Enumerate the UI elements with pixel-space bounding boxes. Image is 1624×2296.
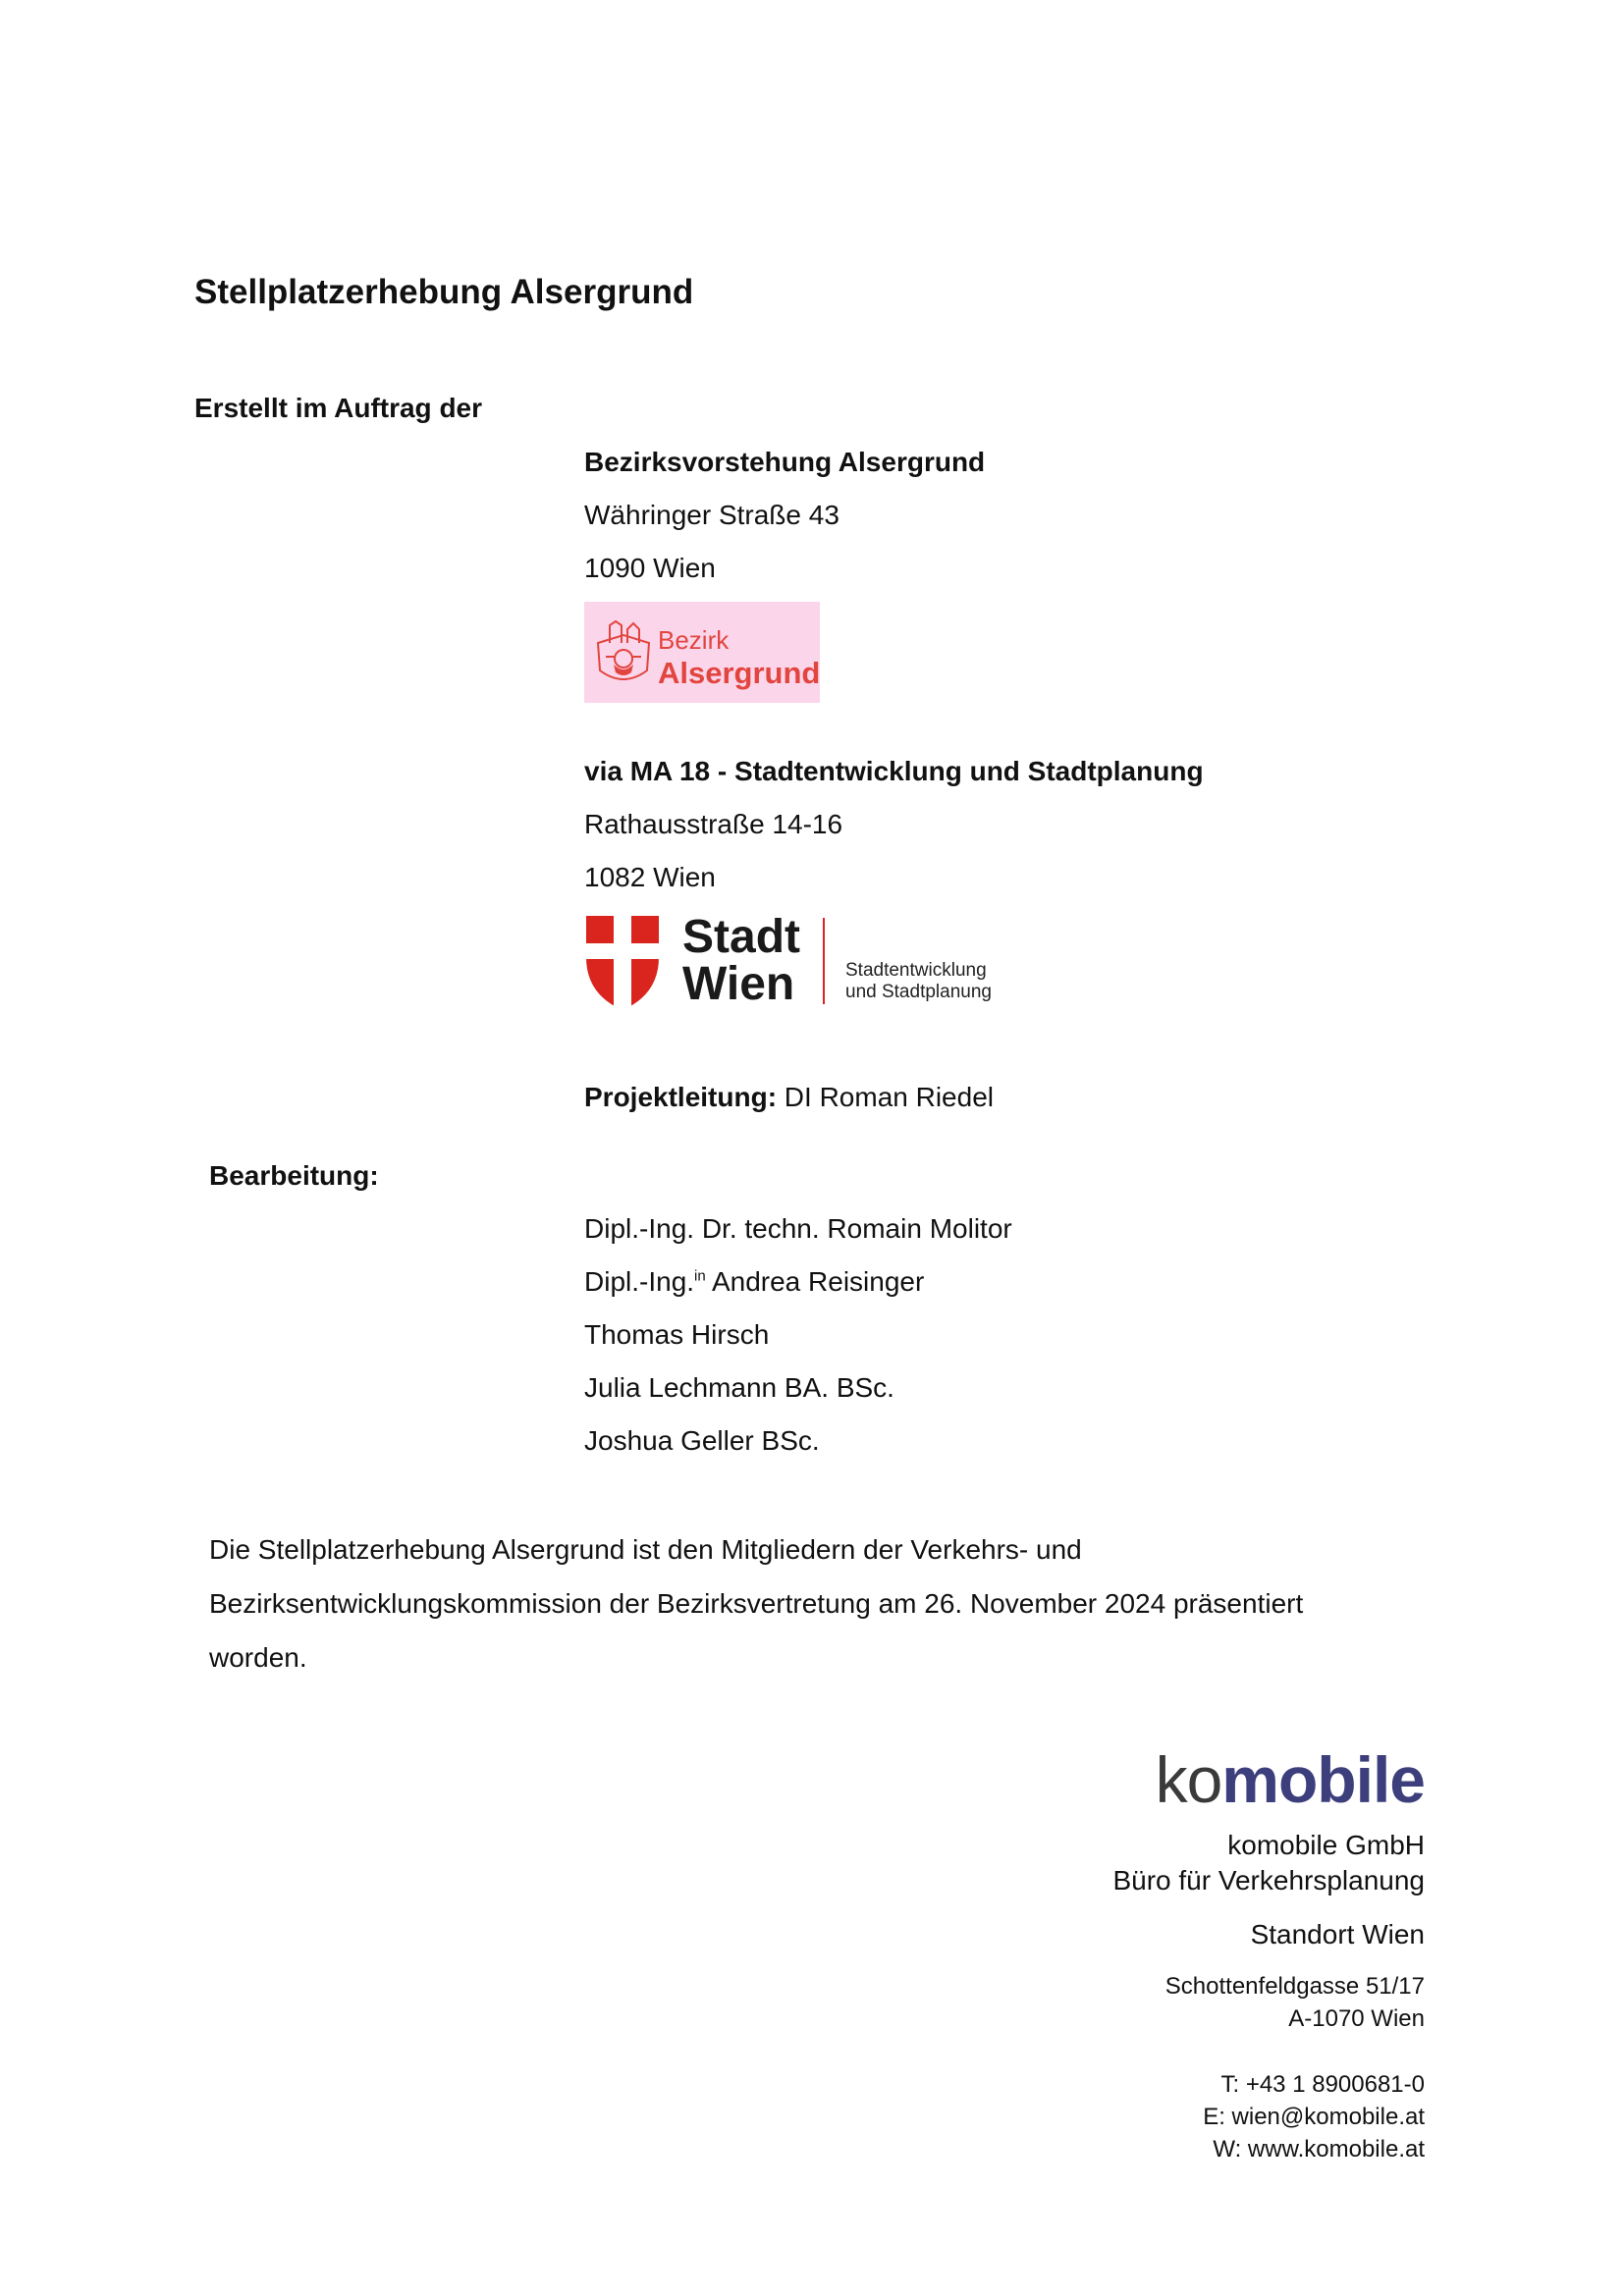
company-web[interactable]: W: www.komobile.at — [1213, 2136, 1425, 2163]
document-title: Stellplatzerhebung Alsergrund — [194, 273, 694, 311]
editor-title-suffix: in — [694, 1267, 706, 1285]
komobile-logo — [1156, 1742, 1425, 1817]
company-street: Schottenfeldgasse 51/17 — [1164, 1973, 1425, 2000]
project-lead-label: Projektleitung: — [584, 1082, 778, 1112]
editor-name: Andrea Reisinger — [705, 1266, 925, 1297]
editing-label: Bearbeitung: — [209, 1160, 379, 1191]
editor-item: Thomas Hirsch — [584, 1319, 770, 1350]
note-line-3: worden. — [209, 1642, 307, 1673]
project-lead-name: DI Roman Riedel — [784, 1082, 994, 1112]
editor-item: Dipl.-Ing. Dr. techn. Romain Molitor — [584, 1213, 1012, 1244]
editor-item: Joshua Geller BSc. — [584, 1425, 820, 1456]
client1-street: Währinger Straße 43 — [584, 500, 839, 530]
editor-item — [584, 1266, 924, 1298]
company-location: Standort Wien — [1250, 1919, 1425, 1949]
vienna-shield-icon — [584, 914, 661, 1012]
note-line-1: Die Stellplatzerhebung Alsergrund ist den Mitgliedern der Verkehrs- und — [209, 1534, 1082, 1565]
stadt-wien-logo — [584, 910, 1006, 1018]
project-lead — [584, 1082, 994, 1113]
client2-name: via MA 18 - Stadtentwicklung und Stadtplanung — [584, 756, 1204, 786]
note-line-2: Bezirksentwicklungskommission der Bezirksvertretung am 26. November 2024 präsentiert — [209, 1588, 1304, 1619]
bezirk-alsergrund-logo — [584, 602, 820, 703]
commissioned-label: Erstellt im Auftrag der — [194, 393, 483, 423]
logo-line-wien: Wien — [682, 958, 795, 1010]
company-name: komobile GmbH — [1227, 1830, 1425, 1860]
logo-line-bezirk: Bezirk — [658, 625, 730, 655]
logo-sub-stadtentwicklung: Stadtentwicklung — [845, 960, 987, 981]
company-phone: T: +43 1 8900681-0 — [1220, 2071, 1425, 2098]
company-tagline: Büro für Verkehrsplanung — [1112, 1865, 1425, 1896]
company-email[interactable]: E: wien@komobile.at — [1203, 2104, 1425, 2130]
district-coat-of-arms-icon — [592, 614, 655, 690]
logo-line-stadt: Stadt — [682, 911, 800, 963]
client1-name: Bezirksvorstehung Alsergrund — [584, 447, 986, 477]
client1-city: 1090 Wien — [584, 553, 716, 583]
editor-item: Julia Lechmann BA. BSc. — [584, 1372, 894, 1403]
komobile-logo-mobile: mobile — [1221, 1743, 1425, 1816]
client2-city: 1082 Wien — [584, 862, 716, 892]
company-city: A-1070 Wien — [1288, 2005, 1425, 2032]
editor-title: Dipl.-Ing. — [584, 1266, 695, 1297]
client2-street: Rathausstraße 14-16 — [584, 809, 843, 839]
komobile-logo-ko: ko — [1155, 1743, 1222, 1816]
logo-divider — [823, 918, 825, 1004]
logo-sub-stadtplanung: und Stadtplanung — [845, 982, 992, 1002]
logo-line-alsergrund: Alsergrund — [658, 656, 821, 690]
